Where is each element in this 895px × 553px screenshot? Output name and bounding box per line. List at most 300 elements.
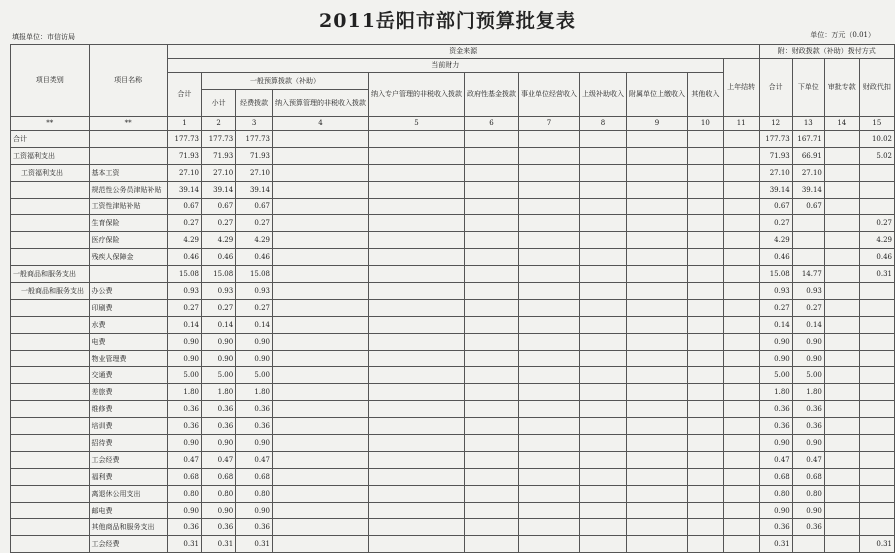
value-cell xyxy=(369,519,465,536)
value-cell xyxy=(627,418,688,435)
value-cell: 71.93 xyxy=(236,147,273,164)
value-cell xyxy=(627,215,688,232)
filler-unit-label: 填报单位：市信访局 xyxy=(12,33,75,41)
value-cell: 1.80 xyxy=(759,384,792,401)
value-cell xyxy=(824,316,859,333)
value-cell xyxy=(369,536,465,553)
table-row xyxy=(11,451,895,468)
table-header xyxy=(11,45,895,131)
value-cell: 4.29 xyxy=(759,232,792,249)
value-cell xyxy=(369,299,465,316)
table-row xyxy=(11,519,895,536)
value-cell xyxy=(627,485,688,502)
value-cell xyxy=(824,333,859,350)
value-cell xyxy=(627,502,688,519)
value-cell xyxy=(273,198,369,215)
value-cell xyxy=(273,181,369,198)
value-cell xyxy=(465,435,519,452)
value-cell xyxy=(465,249,519,266)
value-cell xyxy=(824,367,859,384)
value-cell xyxy=(627,519,688,536)
value-cell: 71.93 xyxy=(202,147,236,164)
value-cell: 0.27 xyxy=(167,215,201,232)
value-cell xyxy=(519,299,580,316)
value-cell: 0.14 xyxy=(202,316,236,333)
value-cell: 0.27 xyxy=(236,215,273,232)
value-cell xyxy=(465,181,519,198)
category-cell: 一般商品和服务支出 xyxy=(11,266,90,283)
value-cell xyxy=(273,384,369,401)
value-cell xyxy=(723,519,759,536)
value-cell xyxy=(273,131,369,148)
table-row xyxy=(11,181,895,198)
value-cell xyxy=(580,485,627,502)
header-gov-fund: 政府性基金拨款 xyxy=(465,73,519,117)
value-cell: 0.90 xyxy=(167,435,201,452)
value-cell xyxy=(519,266,580,283)
value-cell: 0.93 xyxy=(202,283,236,300)
value-cell xyxy=(369,502,465,519)
value-cell xyxy=(824,350,859,367)
value-cell: 177.73 xyxy=(236,131,273,148)
value-cell: 39.14 xyxy=(202,181,236,198)
value-cell xyxy=(723,147,759,164)
value-cell xyxy=(859,316,894,333)
value-cell xyxy=(465,164,519,181)
value-cell xyxy=(627,131,688,148)
value-cell: 0.80 xyxy=(792,485,824,502)
table-row xyxy=(11,316,895,333)
header-nontax-special: 纳入专户管理的非税收入拨款 xyxy=(369,73,465,117)
table-row xyxy=(11,299,895,316)
value-cell: 0.14 xyxy=(792,316,824,333)
category-cell xyxy=(11,367,90,384)
item-name-cell xyxy=(89,131,167,148)
value-cell: 15.08 xyxy=(167,266,201,283)
value-cell xyxy=(688,181,724,198)
value-cell xyxy=(369,283,465,300)
value-cell xyxy=(688,215,724,232)
value-cell: 0.90 xyxy=(167,502,201,519)
value-cell xyxy=(580,384,627,401)
value-cell: 0.27 xyxy=(236,299,273,316)
value-cell: 39.14 xyxy=(759,181,792,198)
value-cell: 0.90 xyxy=(792,502,824,519)
index-row xyxy=(11,117,895,131)
header-nontax-budget: 纳入预算管理的非税收入拨款 xyxy=(273,90,369,117)
value-cell: 0.80 xyxy=(759,485,792,502)
index-cell: 2 xyxy=(202,117,236,131)
header-affiliate-income: 附属单位上缴收入 xyxy=(627,73,688,117)
item-name-cell: 福利费 xyxy=(89,468,167,485)
value-cell: 0.68 xyxy=(167,468,201,485)
category-cell xyxy=(11,451,90,468)
value-cell xyxy=(273,418,369,435)
value-cell xyxy=(519,198,580,215)
value-cell: 0.31 xyxy=(859,536,894,553)
value-cell: 0.14 xyxy=(236,316,273,333)
value-cell xyxy=(627,350,688,367)
value-cell: 27.10 xyxy=(236,164,273,181)
table-row xyxy=(11,131,895,148)
value-cell xyxy=(723,384,759,401)
value-cell: 0.36 xyxy=(202,401,236,418)
value-cell xyxy=(465,451,519,468)
item-name-cell: 交通费 xyxy=(89,367,167,384)
value-cell xyxy=(519,502,580,519)
value-cell: 0.36 xyxy=(167,418,201,435)
value-cell xyxy=(369,316,465,333)
value-cell: 0.36 xyxy=(759,519,792,536)
index-cell: 3 xyxy=(236,117,273,131)
value-cell: 0.68 xyxy=(792,468,824,485)
value-cell: 5.00 xyxy=(759,367,792,384)
value-cell xyxy=(688,367,724,384)
value-cell xyxy=(519,283,580,300)
value-cell xyxy=(688,451,724,468)
value-cell: 0.90 xyxy=(759,333,792,350)
header-other-income: 其他收入 xyxy=(688,73,724,117)
value-cell xyxy=(723,131,759,148)
value-cell: 15.08 xyxy=(759,266,792,283)
value-cell xyxy=(369,367,465,384)
value-cell: 0.46 xyxy=(236,249,273,266)
table-row xyxy=(11,350,895,367)
category-cell xyxy=(11,536,90,553)
value-cell xyxy=(824,232,859,249)
value-cell xyxy=(627,316,688,333)
table-row xyxy=(11,147,895,164)
value-cell: 0.36 xyxy=(236,401,273,418)
value-cell xyxy=(688,232,724,249)
value-cell: 0.67 xyxy=(167,198,201,215)
value-cell: 0.47 xyxy=(236,451,273,468)
value-cell: 0.27 xyxy=(167,299,201,316)
value-cell: 66.91 xyxy=(792,147,824,164)
value-cell: 0.27 xyxy=(792,299,824,316)
value-cell: 0.90 xyxy=(236,502,273,519)
value-cell xyxy=(465,266,519,283)
category-cell: 合计 xyxy=(11,131,90,148)
value-cell xyxy=(723,266,759,283)
value-cell xyxy=(273,266,369,283)
value-cell xyxy=(859,283,894,300)
table-row xyxy=(11,283,895,300)
value-cell xyxy=(519,384,580,401)
value-cell xyxy=(465,468,519,485)
value-cell: 0.47 xyxy=(792,451,824,468)
value-cell: 27.10 xyxy=(759,164,792,181)
header-current-finance: 当前财力 xyxy=(167,59,723,73)
header-last-year-balance: 上年结转 xyxy=(723,59,759,117)
value-cell xyxy=(824,283,859,300)
value-cell: 1.80 xyxy=(792,384,824,401)
value-cell: 0.36 xyxy=(759,418,792,435)
value-cell xyxy=(688,435,724,452)
item-name-cell: 医疗保险 xyxy=(89,232,167,249)
value-cell: 15.08 xyxy=(236,266,273,283)
value-cell xyxy=(723,299,759,316)
header-approval-special: 审批专款 xyxy=(824,59,859,117)
index-cell: 11 xyxy=(723,117,759,131)
index-cell: 15 xyxy=(859,117,894,131)
value-cell xyxy=(688,401,724,418)
value-cell xyxy=(580,215,627,232)
item-name-cell: 电费 xyxy=(89,333,167,350)
value-cell xyxy=(519,232,580,249)
value-cell xyxy=(273,536,369,553)
value-cell: 4.29 xyxy=(859,232,894,249)
value-cell xyxy=(519,181,580,198)
value-cell xyxy=(723,215,759,232)
value-cell xyxy=(824,131,859,148)
value-cell xyxy=(369,164,465,181)
value-cell xyxy=(273,401,369,418)
index-cell: 6 xyxy=(465,117,519,131)
value-cell: 1.80 xyxy=(236,384,273,401)
index-cell: 13 xyxy=(792,117,824,131)
value-cell xyxy=(580,519,627,536)
value-cell: 0.67 xyxy=(759,198,792,215)
table-row xyxy=(11,485,895,502)
table-row xyxy=(11,266,895,283)
value-cell xyxy=(859,333,894,350)
item-name-cell: 其他商品和服务支出 xyxy=(89,519,167,536)
value-cell xyxy=(369,333,465,350)
value-cell xyxy=(519,418,580,435)
value-cell xyxy=(723,367,759,384)
value-cell xyxy=(824,147,859,164)
value-cell xyxy=(824,384,859,401)
category-cell xyxy=(11,215,90,232)
value-cell xyxy=(273,215,369,232)
value-cell xyxy=(465,418,519,435)
value-cell: 0.27 xyxy=(859,215,894,232)
value-cell xyxy=(688,502,724,519)
value-cell xyxy=(580,536,627,553)
value-cell: 0.36 xyxy=(202,519,236,536)
value-cell: 0.90 xyxy=(202,435,236,452)
value-cell xyxy=(723,181,759,198)
value-cell xyxy=(688,283,724,300)
value-cell xyxy=(465,384,519,401)
item-name-cell: 水费 xyxy=(89,316,167,333)
value-cell xyxy=(580,401,627,418)
value-cell xyxy=(580,147,627,164)
index-cell: 4 xyxy=(273,117,369,131)
value-cell xyxy=(580,299,627,316)
value-cell xyxy=(723,283,759,300)
value-cell xyxy=(580,249,627,266)
table-row xyxy=(11,367,895,384)
value-cell xyxy=(824,164,859,181)
header-institution-income: 事业单位经营收入 xyxy=(519,73,580,117)
value-cell xyxy=(824,451,859,468)
value-cell xyxy=(369,468,465,485)
category-cell xyxy=(11,249,90,266)
value-cell xyxy=(580,418,627,435)
value-cell xyxy=(519,316,580,333)
value-cell xyxy=(627,468,688,485)
value-cell xyxy=(465,502,519,519)
item-name-cell xyxy=(89,266,167,283)
value-cell xyxy=(723,164,759,181)
category-cell xyxy=(11,384,90,401)
value-cell xyxy=(580,131,627,148)
value-cell xyxy=(723,198,759,215)
value-cell xyxy=(688,468,724,485)
category-cell xyxy=(11,350,90,367)
value-cell xyxy=(519,451,580,468)
value-cell xyxy=(273,333,369,350)
value-cell xyxy=(824,181,859,198)
value-cell xyxy=(519,350,580,367)
value-cell: 0.93 xyxy=(236,283,273,300)
value-cell xyxy=(627,451,688,468)
value-cell: 1.80 xyxy=(167,384,201,401)
value-cell xyxy=(465,401,519,418)
value-cell: 39.14 xyxy=(167,181,201,198)
value-cell: 0.93 xyxy=(759,283,792,300)
value-cell xyxy=(859,299,894,316)
value-cell xyxy=(627,232,688,249)
value-cell xyxy=(859,435,894,452)
value-cell xyxy=(859,198,894,215)
table-row xyxy=(11,435,895,452)
value-cell: 15.08 xyxy=(202,266,236,283)
item-name-cell: 工会经费 xyxy=(89,451,167,468)
value-cell: 5.02 xyxy=(859,147,894,164)
value-cell xyxy=(580,468,627,485)
index-cell: 1 xyxy=(167,117,201,131)
value-cell xyxy=(824,249,859,266)
value-cell xyxy=(824,536,859,553)
item-name-cell: 差旅费 xyxy=(89,384,167,401)
value-cell xyxy=(723,536,759,553)
index-cell: ** xyxy=(11,117,90,131)
value-cell xyxy=(723,435,759,452)
table-row xyxy=(11,249,895,266)
value-cell xyxy=(465,215,519,232)
value-cell xyxy=(723,401,759,418)
value-cell: 0.67 xyxy=(792,198,824,215)
value-cell: 0.31 xyxy=(859,266,894,283)
value-cell xyxy=(273,147,369,164)
item-name-cell: 维修费 xyxy=(89,401,167,418)
table-row xyxy=(11,502,895,519)
value-cell xyxy=(465,536,519,553)
value-cell: 0.46 xyxy=(167,249,201,266)
value-cell: 0.36 xyxy=(792,401,824,418)
value-cell xyxy=(519,401,580,418)
value-cell: 0.90 xyxy=(236,350,273,367)
value-cell xyxy=(580,316,627,333)
value-cell: 5.00 xyxy=(792,367,824,384)
category-cell xyxy=(11,418,90,435)
value-cell xyxy=(723,316,759,333)
item-name-cell: 基本工资 xyxy=(89,164,167,181)
value-cell: 5.00 xyxy=(202,367,236,384)
value-cell: 0.36 xyxy=(236,519,273,536)
index-cell: 12 xyxy=(759,117,792,131)
value-cell xyxy=(859,164,894,181)
value-cell xyxy=(580,333,627,350)
value-cell xyxy=(824,485,859,502)
index-cell: 8 xyxy=(580,117,627,131)
category-cell xyxy=(11,502,90,519)
value-cell xyxy=(519,333,580,350)
value-cell: 39.14 xyxy=(792,181,824,198)
value-cell xyxy=(465,198,519,215)
value-cell: 0.90 xyxy=(759,435,792,452)
value-cell xyxy=(688,249,724,266)
value-cell xyxy=(688,350,724,367)
item-name-cell: 招待费 xyxy=(89,435,167,452)
value-cell xyxy=(688,266,724,283)
value-cell xyxy=(627,536,688,553)
index-cell: ** xyxy=(89,117,167,131)
value-cell xyxy=(824,215,859,232)
value-cell xyxy=(627,333,688,350)
value-cell: 0.90 xyxy=(167,333,201,350)
category-cell xyxy=(11,468,90,485)
value-cell: 177.73 xyxy=(167,131,201,148)
table-row xyxy=(11,468,895,485)
value-cell: 0.31 xyxy=(167,536,201,553)
value-cell xyxy=(369,401,465,418)
value-cell xyxy=(465,232,519,249)
value-cell: 0.90 xyxy=(202,502,236,519)
value-cell xyxy=(273,435,369,452)
value-cell xyxy=(627,299,688,316)
value-cell xyxy=(627,147,688,164)
value-cell xyxy=(369,198,465,215)
value-cell: 27.10 xyxy=(792,164,824,181)
value-cell xyxy=(859,401,894,418)
value-cell xyxy=(688,485,724,502)
value-cell xyxy=(792,249,824,266)
budget-table xyxy=(10,44,895,553)
value-cell xyxy=(273,316,369,333)
item-name-cell: 生育保险 xyxy=(89,215,167,232)
item-name-cell: 规范性公务员津贴补贴 xyxy=(89,181,167,198)
value-cell xyxy=(519,468,580,485)
value-cell xyxy=(580,164,627,181)
table-row xyxy=(11,164,895,181)
value-cell xyxy=(369,249,465,266)
value-cell xyxy=(580,502,627,519)
category-cell xyxy=(11,519,90,536)
table-row xyxy=(11,384,895,401)
value-cell xyxy=(824,435,859,452)
value-cell xyxy=(824,418,859,435)
value-cell xyxy=(519,131,580,148)
category-cell xyxy=(11,316,90,333)
value-cell xyxy=(273,485,369,502)
category-cell: 工资福利支出 xyxy=(11,147,90,164)
value-cell: 0.93 xyxy=(167,283,201,300)
value-cell xyxy=(273,350,369,367)
value-cell xyxy=(859,367,894,384)
value-cell xyxy=(519,367,580,384)
value-cell xyxy=(859,502,894,519)
value-cell xyxy=(824,519,859,536)
value-cell xyxy=(627,401,688,418)
value-cell xyxy=(519,215,580,232)
table-row xyxy=(11,232,895,249)
value-cell xyxy=(723,350,759,367)
value-cell xyxy=(273,468,369,485)
